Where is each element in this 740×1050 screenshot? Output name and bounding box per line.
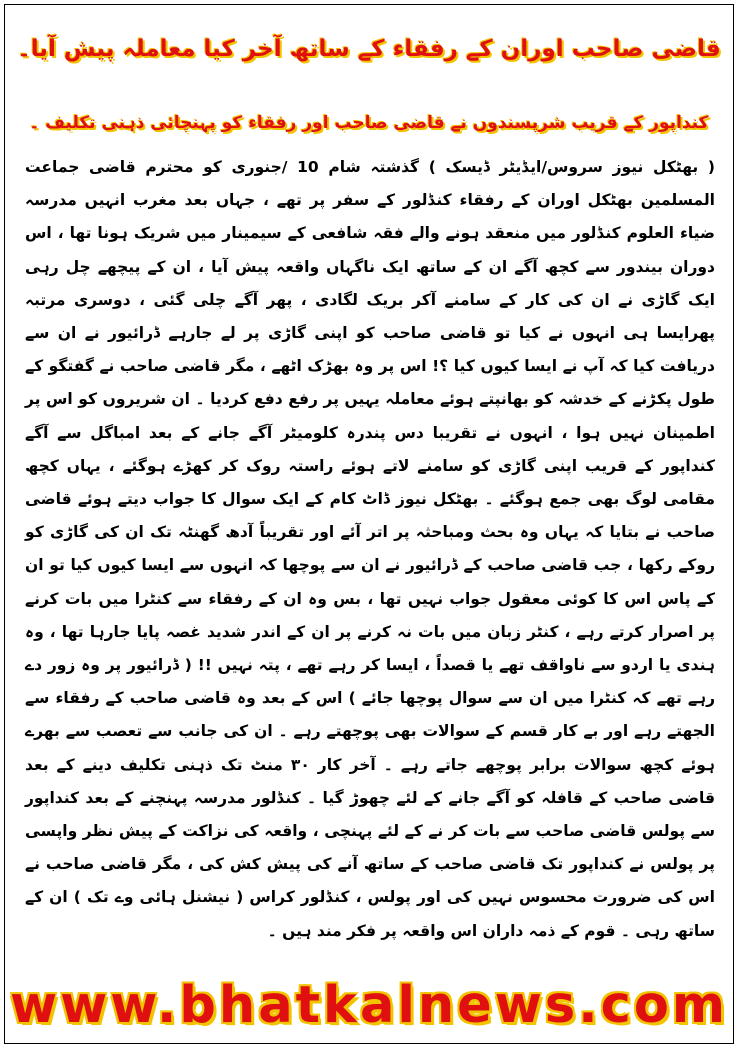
footer-banner (5, 967, 733, 1045)
main-headline: قاضی صاحب اوران کے رفقاء کے ساتھ آخر کیا معاملہ پیش آیا۔ (17, 36, 721, 62)
article-paragraph: ( بھٹکل نیوز سروس/ایڈیٹر ڈیسک ) گذشتہ شام 10 /جنوری کو محترم قاضی جماعت المسلمین بھٹکل اوران کے رفقاء کنڈلور کے سفر پر تھے ، جہاں بعد مغرب انہیں مدرسہ ضیاء العلوم کنڈلور میں منعقد ہونے والے فقہ شافعی کے سیمینار میں شریک ہونا تھا ، اس دوران بیندور سے کچھ آگے ان کے ساتھ ایک ناگہاں واقعہ پیش آیا ، ان کے پیچھے چل رہی ایک گاڑی نے ان کی کار کے سامنے آکر بریک لگادی ، پھر آگے چلی گئی ، دوسری مرتبہ پھرایسا ہی انہوں نے کیا تو قاضی صاحب کو اپنی گاڑی پر لے جارہے ڈرائیور نے ان سے دریافت کیا کہ آپ نے ایسا کیوں کیا ؟! اس پر وہ بھڑک اٹھے ، مگر قاضی صاحب نے گفتگو کے طول پکڑنے کے خدشہ کو بھانپتے ہوئے معاملہ یہیں پر رفع دفع کردیا ۔ ان شریروں کو اس پر اطمینان نہیں ہوا ، انہوں نے تقریبا دس پندرہ کلومیٹر آگے جانے کے بعد امباگل سے آگے کنداپور کے قریب اپنی گاڑی کو سامنے لاتے ہوئے راستہ روک کر کھڑے ہوگئے ، یہاں کچھ مقامی لوگ بھی جمع ہوگئے ۔ بھٹکل نیوز ڈاٹ کام کے ایک سوال کا جواب دیتے ہوئے قاضی صاحب نے بتایا کہ یہاں وہ بحث ومباحثہ پر اتر آئے اور تقریباً آدھ گھنٹہ تک ان کی گاڑی کو روکے رکھا ، جب قاضی صاحب کے ڈرائیور نے ان سے پوچھا کہ انہوں سے ایسا کیوں کیا تو ان کے پاس اس کا کوئی معقول جواب نہیں تھا ، بس وہ ان کے رفقاء سے کنٹرا میں بات کرنے پر اصرار کرتے رہے ، کنٹر زبان میں بات نہ کرنے پر ان کے اندر شدید غصہ پایا جارہا تھا ، وہ ہندی یا اردو سے ناواقف تھے یا قصداً ، ایسا کر رہے تھے ، پتہ نہیں !! ( ڈرائیور پر وہ زور دے رہے تھے کہ کنٹرا میں ان سے سوال پوچھا جائے ) اس کے بعد وہ قاضی صاحب کے رفقاء سے الجھتے رہے اور بے کار قسم کے سوالات بھی پوچھتے رہے ۔ ان کی جانب سے تعصب سے بھرے ہوئے کچھ سوالات برابر پوچھے جاتے رہے ۔ آخر کار ۳۰ منٹ تک ذہنی تکلیف دینے کے بعد قاضی صاحب کے قافلہ کو آگے جانے کے لئے چھوڑ گیا ۔ کنڈلور مدرسہ پہنچنے کے بعد کنداپور سے پولس قاضی صاحب سے بات کر نے کے لئے پہنچی ، واقعہ کی نزاکت کے پیش نظر واپسی پر پولس نے کنداپور تک قاضی صاحب کے ساتھ آنے کی پیش کش کی ، مگر قاضی صاحب نے اس کی ضرورت محسوس نہیں کی اور پولس ، کنڈلور کراس ( نیشنل ہائی وے تک ) ان کے ساتھ رہی ۔ قوم کے ذمہ داران اس واقعہ پر فکر مند ہیں ۔ (25, 158, 715, 940)
sub-headline: کنداپور کے قریب شرپسندوں نے قاضی صاحب اور رفقاء کو پہنچائی ذہنی تکلیف ۔ (29, 113, 709, 133)
website-url: www.bhatkalnews.com (9, 976, 729, 1035)
article-body (25, 151, 715, 948)
article-frame (4, 4, 734, 1044)
